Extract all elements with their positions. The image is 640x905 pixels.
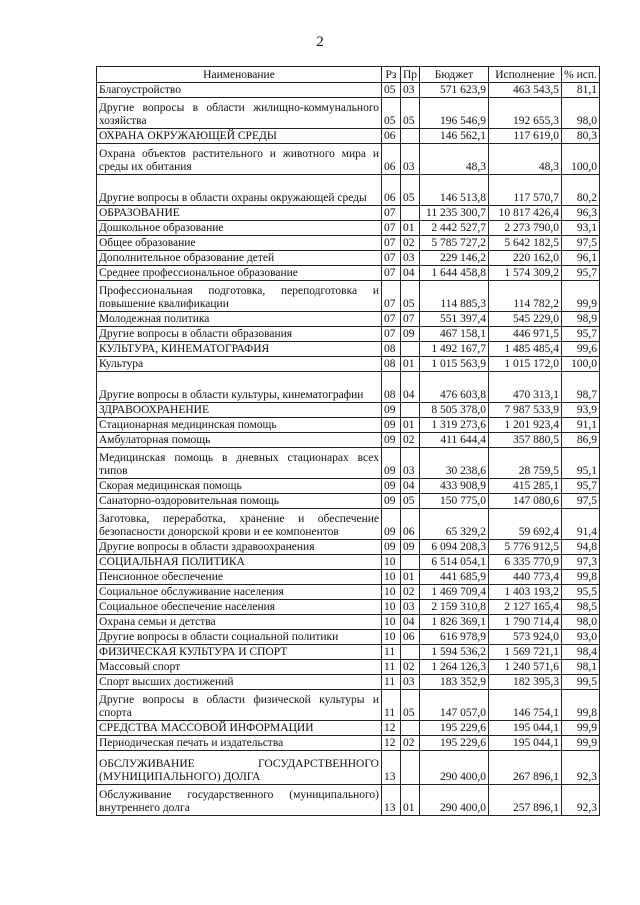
row-name-cell: Пенсионное обеспечение <box>97 570 382 585</box>
row-budget-cell: 6 514 054,1 <box>420 555 489 570</box>
row-budget-cell: 2 159 310,8 <box>420 600 489 615</box>
row-rz-cell: 07 <box>382 236 401 251</box>
table-row <box>97 785 600 816</box>
row-rz-cell: 05 <box>382 83 401 98</box>
row-name-cell: ОХРАНА ОКРУЖАЮЩЕЙ СРЕДЫ <box>97 129 382 144</box>
row-execution-cell: 147 080,6 <box>489 494 562 509</box>
row-budget-cell: 146 562,1 <box>420 129 489 144</box>
table-row <box>97 448 600 479</box>
budget-execution-table <box>96 66 600 816</box>
row-rz-cell: 09 <box>382 448 401 479</box>
row-percent-cell: 98,9 <box>562 312 600 327</box>
row-rz-cell: 09 <box>382 418 401 433</box>
row-budget-cell: 11 235 300,7 <box>420 206 489 221</box>
row-pr-cell: 02 <box>401 736 420 751</box>
row-pr-cell: 03 <box>401 448 420 479</box>
row-name-cell: СОЦИАЛЬНАЯ ПОЛИТИКА <box>97 555 382 570</box>
row-pr-cell <box>401 342 420 357</box>
row-percent-cell: 94,8 <box>562 540 600 555</box>
row-pr-cell <box>401 645 420 660</box>
row-rz-cell: 07 <box>382 206 401 221</box>
row-pr-cell: 05 <box>401 98 420 129</box>
row-execution-cell: 357 880,5 <box>489 433 562 448</box>
row-execution-cell: 1 485 485,4 <box>489 342 562 357</box>
row-name-cell: Медицинская помощь в дневных стационарах всех типов <box>97 448 382 479</box>
row-pr-cell <box>401 129 420 144</box>
row-name-cell: Другие вопросы в области физической культуры и спорта <box>97 690 382 721</box>
row-budget-cell: 433 908,9 <box>420 479 489 494</box>
row-name-cell: ОБСЛУЖИВАНИЕ ГОСУДАРСТВЕННОГО (МУНИЦИПАЛЬНОГО) ДОЛГА <box>97 751 382 785</box>
header-budget: Бюджет <box>420 67 489 83</box>
row-budget-cell: 195 229,6 <box>420 736 489 751</box>
row-rz-cell: 11 <box>382 645 401 660</box>
table-row <box>97 645 600 660</box>
row-pr-cell: 06 <box>401 509 420 540</box>
row-percent-cell: 93,1 <box>562 221 600 236</box>
row-percent-cell: 95,5 <box>562 585 600 600</box>
row-pr-cell <box>401 555 420 570</box>
header-pr: Пр <box>401 67 420 83</box>
row-name-cell: Дополнительное образование детей <box>97 251 382 266</box>
row-execution-cell: 446 971,5 <box>489 327 562 342</box>
row-pr-cell: 03 <box>401 83 420 98</box>
row-percent-cell: 96,1 <box>562 251 600 266</box>
row-pr-cell: 04 <box>401 615 420 630</box>
table-row <box>97 83 600 98</box>
table-row <box>97 251 600 266</box>
row-budget-cell: 195 229,6 <box>420 721 489 736</box>
row-percent-cell: 100,0 <box>562 357 600 372</box>
row-name-cell: Молодежная политика <box>97 312 382 327</box>
row-name-cell: Другие вопросы в области жилищно-коммунального хозяйства <box>97 98 382 129</box>
row-name-cell: Социальное обслуживание населения <box>97 585 382 600</box>
row-execution-cell: 2 127 165,4 <box>489 600 562 615</box>
row-pr-cell <box>401 751 420 785</box>
row-rz-cell: 06 <box>382 144 401 175</box>
table-row <box>97 600 600 615</box>
table-row <box>97 494 600 509</box>
table-row <box>97 236 600 251</box>
table-row <box>97 660 600 675</box>
table-row <box>97 418 600 433</box>
row-percent-cell: 99,8 <box>562 690 600 721</box>
header-name: Наименование <box>97 67 382 83</box>
row-name-cell: Периодическая печать и издательства <box>97 736 382 751</box>
row-name-cell: Санаторно-оздоровительная помощь <box>97 494 382 509</box>
row-budget-cell: 441 685,9 <box>420 570 489 585</box>
row-budget-cell: 467 158,1 <box>420 327 489 342</box>
row-name-cell: Стационарная медицинская помощь <box>97 418 382 433</box>
row-execution-cell: 470 313,1 <box>489 372 562 403</box>
row-execution-cell: 192 655,3 <box>489 98 562 129</box>
row-rz-cell: 10 <box>382 615 401 630</box>
row-pr-cell: 04 <box>401 372 420 403</box>
table-row <box>97 129 600 144</box>
row-execution-cell: 220 162,0 <box>489 251 562 266</box>
row-name-cell: Благоустройство <box>97 83 382 98</box>
row-pr-cell: 05 <box>401 690 420 721</box>
row-percent-cell: 93,9 <box>562 403 600 418</box>
row-percent-cell: 97,5 <box>562 236 600 251</box>
row-budget-cell: 411 644,4 <box>420 433 489 448</box>
row-rz-cell: 07 <box>382 251 401 266</box>
row-percent-cell: 98,0 <box>562 98 600 129</box>
row-pr-cell: 02 <box>401 433 420 448</box>
table-row <box>97 327 600 342</box>
row-execution-cell: 440 773,4 <box>489 570 562 585</box>
row-budget-cell: 6 094 208,3 <box>420 540 489 555</box>
row-pr-cell <box>401 403 420 418</box>
table-row <box>97 540 600 555</box>
row-name-cell: ОБРАЗОВАНИЕ <box>97 206 382 221</box>
table-row <box>97 403 600 418</box>
row-name-cell: Охрана объектов растительного и животного мира и среды их обитания <box>97 144 382 175</box>
row-execution-cell: 48,3 <box>489 144 562 175</box>
row-budget-cell: 48,3 <box>420 144 489 175</box>
row-percent-cell: 100,0 <box>562 144 600 175</box>
row-budget-cell: 571 623,9 <box>420 83 489 98</box>
row-rz-cell: 07 <box>382 312 401 327</box>
row-execution-cell: 415 285,1 <box>489 479 562 494</box>
table-row <box>97 585 600 600</box>
row-percent-cell: 91,1 <box>562 418 600 433</box>
row-budget-cell: 146 513,8 <box>420 175 489 206</box>
row-rz-cell: 13 <box>382 751 401 785</box>
row-execution-cell: 6 335 770,9 <box>489 555 562 570</box>
row-execution-cell: 2 273 790,0 <box>489 221 562 236</box>
row-rz-cell: 09 <box>382 509 401 540</box>
row-rz-cell: 12 <box>382 736 401 751</box>
table-row <box>97 342 600 357</box>
row-percent-cell: 98,1 <box>562 660 600 675</box>
row-name-cell: Амбулаторная помощь <box>97 433 382 448</box>
row-execution-cell: 1 015 172,0 <box>489 357 562 372</box>
row-rz-cell: 12 <box>382 721 401 736</box>
row-name-cell: Другие вопросы в области здравоохранения <box>97 540 382 555</box>
row-budget-cell: 551 397,4 <box>420 312 489 327</box>
row-percent-cell: 92,3 <box>562 751 600 785</box>
table-row <box>97 509 600 540</box>
row-pr-cell: 09 <box>401 540 420 555</box>
row-rz-cell: 10 <box>382 570 401 585</box>
table-row <box>97 675 600 690</box>
row-pr-cell: 02 <box>401 236 420 251</box>
row-percent-cell: 97,5 <box>562 494 600 509</box>
row-percent-cell: 95,7 <box>562 266 600 281</box>
row-pr-cell: 09 <box>401 327 420 342</box>
row-name-cell: Профессиональная подготовка, переподготовка и повышение квалификации <box>97 281 382 312</box>
row-execution-cell: 182 395,3 <box>489 675 562 690</box>
header-percent: % исп. <box>562 67 600 83</box>
row-budget-cell: 183 352,9 <box>420 675 489 690</box>
row-execution-cell: 5 642 182,5 <box>489 236 562 251</box>
row-rz-cell: 09 <box>382 540 401 555</box>
row-rz-cell: 07 <box>382 327 401 342</box>
row-budget-cell: 5 785 727,2 <box>420 236 489 251</box>
row-percent-cell: 91,4 <box>562 509 600 540</box>
row-name-cell: Другие вопросы в области культуры, кинематографии <box>97 372 382 403</box>
row-rz-cell: 11 <box>382 690 401 721</box>
row-execution-cell: 463 543,5 <box>489 83 562 98</box>
row-budget-cell: 8 505 378,0 <box>420 403 489 418</box>
row-rz-cell: 08 <box>382 372 401 403</box>
row-name-cell: ФИЗИЧЕСКАЯ КУЛЬТУРА И СПОРТ <box>97 645 382 660</box>
table-row <box>97 751 600 785</box>
row-name-cell: Другие вопросы в области социальной политики <box>97 630 382 645</box>
row-execution-cell: 195 044,1 <box>489 736 562 751</box>
row-percent-cell: 80,3 <box>562 129 600 144</box>
row-rz-cell: 07 <box>382 221 401 236</box>
table-row <box>97 690 600 721</box>
table-row <box>97 281 600 312</box>
row-rz-cell: 08 <box>382 357 401 372</box>
row-execution-cell: 117 619,0 <box>489 129 562 144</box>
table-row <box>97 721 600 736</box>
table-row <box>97 555 600 570</box>
row-pr-cell <box>401 206 420 221</box>
row-pr-cell: 01 <box>401 418 420 433</box>
row-pr-cell: 03 <box>401 251 420 266</box>
row-pr-cell: 05 <box>401 281 420 312</box>
row-name-cell: Охрана семьи и детства <box>97 615 382 630</box>
table-row <box>97 266 600 281</box>
row-budget-cell: 1 644 458,8 <box>420 266 489 281</box>
row-execution-cell: 1 569 721,1 <box>489 645 562 660</box>
row-pr-cell: 05 <box>401 175 420 206</box>
row-budget-cell: 229 146,2 <box>420 251 489 266</box>
row-percent-cell: 81,1 <box>562 83 600 98</box>
row-name-cell: КУЛЬТУРА, КИНЕМАТОГРАФИЯ <box>97 342 382 357</box>
row-execution-cell: 1 403 193,2 <box>489 585 562 600</box>
row-rz-cell: 10 <box>382 585 401 600</box>
row-pr-cell: 07 <box>401 312 420 327</box>
row-name-cell: Массовый спорт <box>97 660 382 675</box>
row-name-cell: Социальное обеспечение населения <box>97 600 382 615</box>
row-budget-cell: 1 319 273,6 <box>420 418 489 433</box>
row-pr-cell: 04 <box>401 266 420 281</box>
table-row <box>97 312 600 327</box>
row-budget-cell: 290 400,0 <box>420 785 489 816</box>
row-execution-cell: 267 896,1 <box>489 751 562 785</box>
row-name-cell: Культура <box>97 357 382 372</box>
row-percent-cell: 95,7 <box>562 327 600 342</box>
header-execution: Исполнение <box>489 67 562 83</box>
row-rz-cell: 09 <box>382 479 401 494</box>
row-rz-cell: 10 <box>382 630 401 645</box>
row-percent-cell: 98,4 <box>562 645 600 660</box>
row-rz-cell: 13 <box>382 785 401 816</box>
row-budget-cell: 147 057,0 <box>420 690 489 721</box>
row-pr-cell: 04 <box>401 479 420 494</box>
row-budget-cell: 150 775,0 <box>420 494 489 509</box>
row-rz-cell: 07 <box>382 281 401 312</box>
row-execution-cell: 7 987 533,9 <box>489 403 562 418</box>
row-budget-cell: 196 546,9 <box>420 98 489 129</box>
table-row <box>97 357 600 372</box>
row-pr-cell: 03 <box>401 675 420 690</box>
row-rz-cell: 05 <box>382 98 401 129</box>
row-percent-cell: 92,3 <box>562 785 600 816</box>
row-pr-cell: 05 <box>401 494 420 509</box>
row-rz-cell: 06 <box>382 175 401 206</box>
row-name-cell: Другие вопросы в области охраны окружающей среды <box>97 175 382 206</box>
row-pr-cell: 01 <box>401 221 420 236</box>
table-row <box>97 144 600 175</box>
row-name-cell: Другие вопросы в области образования <box>97 327 382 342</box>
row-budget-cell: 114 885,3 <box>420 281 489 312</box>
row-execution-cell: 573 924,0 <box>489 630 562 645</box>
row-percent-cell: 80,2 <box>562 175 600 206</box>
row-execution-cell: 114 782,2 <box>489 281 562 312</box>
row-pr-cell: 01 <box>401 570 420 585</box>
row-percent-cell: 99,8 <box>562 570 600 585</box>
table-row <box>97 98 600 129</box>
row-pr-cell: 02 <box>401 585 420 600</box>
row-name-cell: Спорт высших достижений <box>97 675 382 690</box>
row-name-cell: Обслуживание государственного (муниципального) внутреннего долга <box>97 785 382 816</box>
table-row <box>97 630 600 645</box>
row-percent-cell: 99,6 <box>562 342 600 357</box>
row-budget-cell: 290 400,0 <box>420 751 489 785</box>
row-percent-cell: 95,7 <box>562 479 600 494</box>
row-pr-cell: 06 <box>401 630 420 645</box>
table-row <box>97 433 600 448</box>
row-execution-cell: 195 044,1 <box>489 721 562 736</box>
table-row <box>97 570 600 585</box>
row-rz-cell: 11 <box>382 675 401 690</box>
table-header-row <box>97 67 600 83</box>
table-row <box>97 479 600 494</box>
row-rz-cell: 10 <box>382 600 401 615</box>
row-rz-cell: 08 <box>382 342 401 357</box>
row-percent-cell: 95,1 <box>562 448 600 479</box>
row-budget-cell: 616 978,9 <box>420 630 489 645</box>
row-name-cell: Среднее профессиональное образование <box>97 266 382 281</box>
row-budget-cell: 1 826 369,1 <box>420 615 489 630</box>
table-row <box>97 206 600 221</box>
row-percent-cell: 93,0 <box>562 630 600 645</box>
row-name-cell: ЗДРАВООХРАНЕНИЕ <box>97 403 382 418</box>
table-row <box>97 372 600 403</box>
row-rz-cell: 09 <box>382 494 401 509</box>
row-percent-cell: 98,0 <box>562 615 600 630</box>
row-percent-cell: 98,5 <box>562 600 600 615</box>
row-pr-cell: 01 <box>401 785 420 816</box>
row-rz-cell: 10 <box>382 555 401 570</box>
row-name-cell: Заготовка, переработка, хранение и обеспечение безопасности донорской крови и ее компонентов <box>97 509 382 540</box>
row-percent-cell: 96,3 <box>562 206 600 221</box>
row-percent-cell: 86,9 <box>562 433 600 448</box>
row-budget-cell: 1 492 167,7 <box>420 342 489 357</box>
row-rz-cell: 09 <box>382 433 401 448</box>
row-name-cell: Скорая медицинская помощь <box>97 479 382 494</box>
row-pr-cell <box>401 721 420 736</box>
row-execution-cell: 117 570,7 <box>489 175 562 206</box>
row-percent-cell: 98,7 <box>562 372 600 403</box>
row-execution-cell: 1 201 923,4 <box>489 418 562 433</box>
row-pr-cell: 03 <box>401 144 420 175</box>
table-row <box>97 615 600 630</box>
table-row <box>97 221 600 236</box>
table-body <box>97 83 600 816</box>
row-budget-cell: 1 015 563,9 <box>420 357 489 372</box>
row-budget-cell: 1 264 126,3 <box>420 660 489 675</box>
row-percent-cell: 99,9 <box>562 721 600 736</box>
row-execution-cell: 28 759,5 <box>489 448 562 479</box>
row-pr-cell: 01 <box>401 357 420 372</box>
row-execution-cell: 257 896,1 <box>489 785 562 816</box>
row-execution-cell: 59 692,4 <box>489 509 562 540</box>
row-budget-cell: 2 442 527,7 <box>420 221 489 236</box>
header-rz: Рз <box>382 67 401 83</box>
row-execution-cell: 5 776 912,5 <box>489 540 562 555</box>
row-execution-cell: 545 229,0 <box>489 312 562 327</box>
row-rz-cell: 11 <box>382 660 401 675</box>
row-budget-cell: 476 603,8 <box>420 372 489 403</box>
row-execution-cell: 146 754,1 <box>489 690 562 721</box>
row-execution-cell: 1 790 714,4 <box>489 615 562 630</box>
page-number: 2 <box>316 34 324 50</box>
table-row <box>97 175 600 206</box>
row-rz-cell: 06 <box>382 129 401 144</box>
row-percent-cell: 99,5 <box>562 675 600 690</box>
row-pr-cell: 03 <box>401 600 420 615</box>
row-percent-cell: 99,9 <box>562 736 600 751</box>
row-budget-cell: 65 329,2 <box>420 509 489 540</box>
row-budget-cell: 1 469 709,4 <box>420 585 489 600</box>
row-percent-cell: 97,3 <box>562 555 600 570</box>
row-percent-cell: 99,9 <box>562 281 600 312</box>
row-name-cell: Общее образование <box>97 236 382 251</box>
row-budget-cell: 30 238,6 <box>420 448 489 479</box>
row-rz-cell: 09 <box>382 403 401 418</box>
row-execution-cell: 1 574 309,2 <box>489 266 562 281</box>
row-name-cell: Дошкольное образование <box>97 221 382 236</box>
row-budget-cell: 1 594 536,2 <box>420 645 489 660</box>
row-execution-cell: 1 240 571,6 <box>489 660 562 675</box>
table-row <box>97 736 600 751</box>
row-execution-cell: 10 817 426,4 <box>489 206 562 221</box>
row-name-cell: СРЕДСТВА МАССОВОЙ ИНФОРМАЦИИ <box>97 721 382 736</box>
row-pr-cell: 02 <box>401 660 420 675</box>
row-rz-cell: 07 <box>382 266 401 281</box>
